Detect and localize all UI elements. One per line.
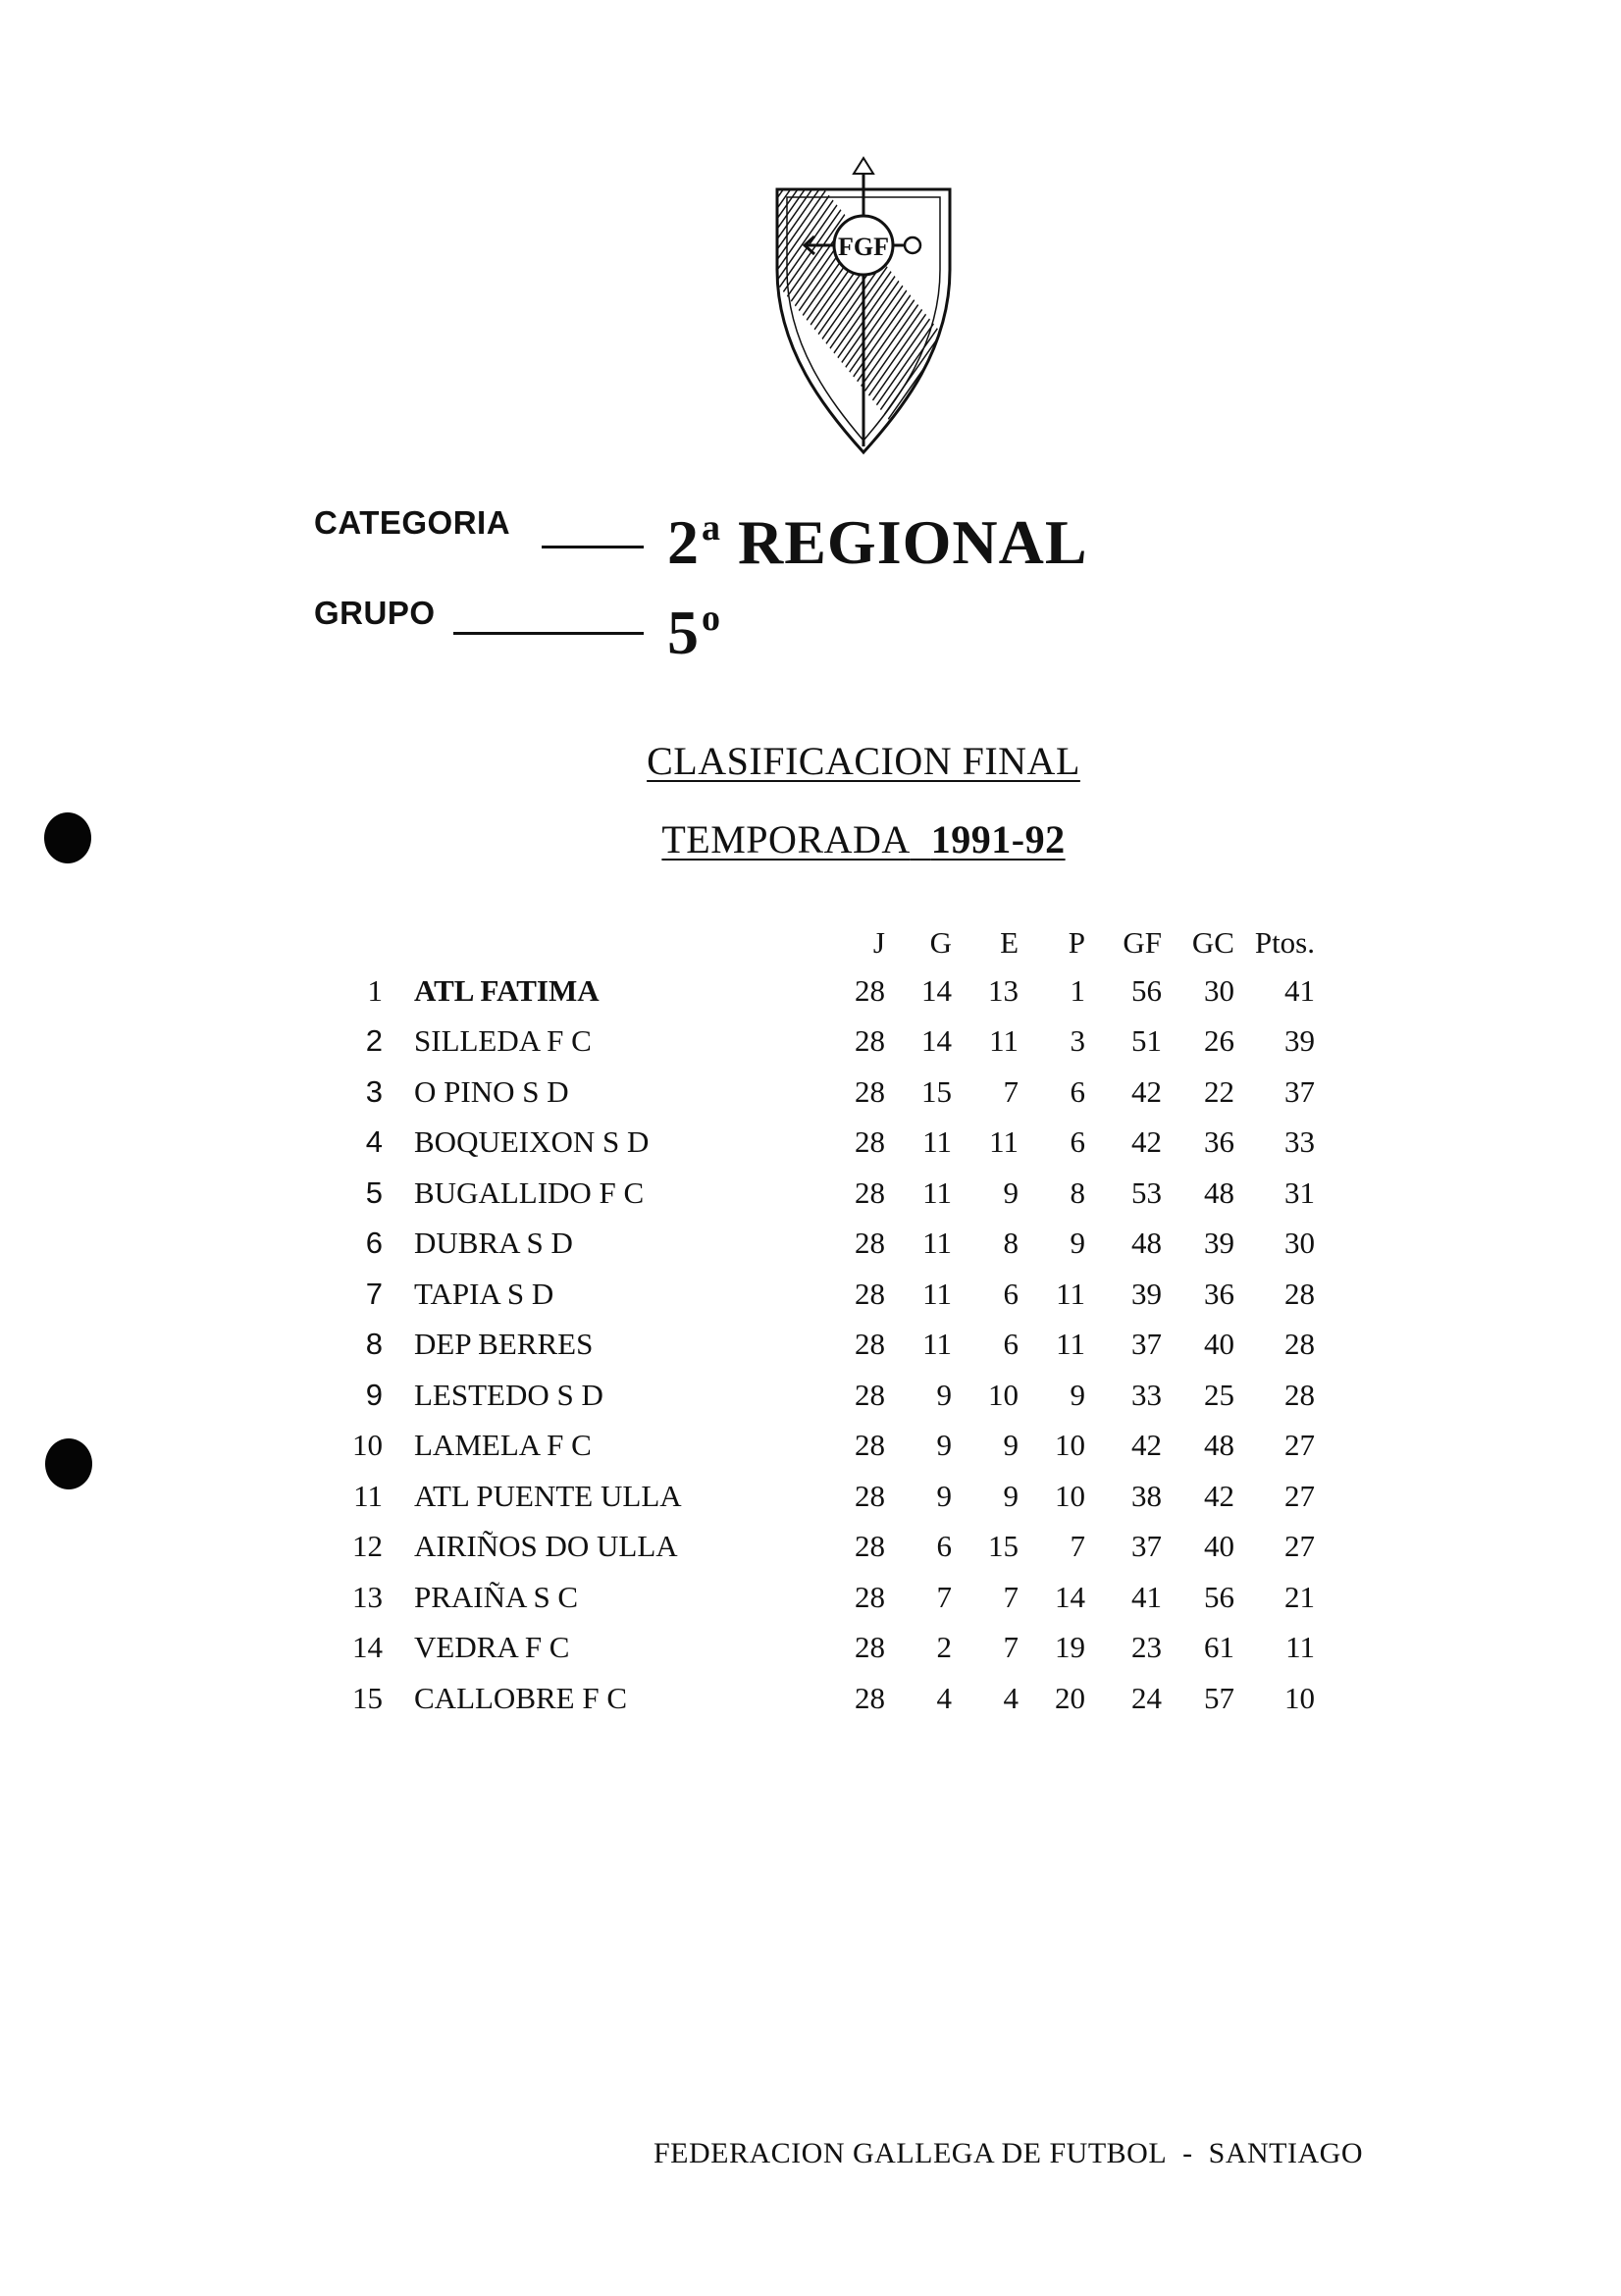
row-g: 9 [936, 1428, 952, 1463]
row-gc: 39 [1204, 1226, 1234, 1261]
row-g: 15 [921, 1073, 952, 1109]
row-p: 6 [1070, 1124, 1085, 1160]
row-j: 28 [855, 1073, 885, 1109]
row-j: 28 [855, 1478, 885, 1513]
header-gf: GF [1123, 925, 1162, 960]
table-row [334, 1168, 1315, 1219]
row-gc: 42 [1204, 1478, 1234, 1513]
row-pts: 37 [1284, 1073, 1315, 1109]
row-gc: 48 [1204, 1174, 1234, 1210]
table-row [334, 1370, 1315, 1421]
row-position: 11 [353, 1478, 383, 1513]
row-e: 7 [1003, 1579, 1019, 1614]
table-row [334, 1269, 1315, 1320]
row-team: AIRIÑOS DO ULLA [414, 1529, 678, 1564]
season-title: TEMPORADA 1991-92 [661, 817, 1066, 861]
row-p: 10 [1055, 1478, 1085, 1513]
grupo-underline [453, 632, 644, 635]
row-position: 7 [365, 1276, 383, 1311]
row-p: 9 [1070, 1226, 1085, 1261]
row-gf: 39 [1131, 1276, 1162, 1311]
row-pts: 31 [1284, 1174, 1315, 1210]
row-gc: 40 [1204, 1529, 1234, 1564]
row-team: BOQUEIXON S D [414, 1124, 650, 1160]
header-pts: Ptos. [1254, 925, 1315, 960]
row-position: 3 [365, 1073, 383, 1109]
row-gf: 33 [1131, 1377, 1162, 1412]
row-e: 7 [1003, 1630, 1019, 1665]
row-gc: 26 [1204, 1023, 1234, 1059]
row-gc: 48 [1204, 1428, 1234, 1463]
row-team: ATL PUENTE ULLA [414, 1478, 682, 1513]
table-row [334, 1320, 1315, 1371]
row-e: 6 [1003, 1327, 1019, 1362]
row-p: 7 [1070, 1529, 1085, 1564]
row-g: 4 [936, 1680, 952, 1715]
row-gf: 53 [1131, 1174, 1162, 1210]
row-gf: 42 [1131, 1428, 1162, 1463]
row-gc: 56 [1204, 1579, 1234, 1614]
row-e: 6 [1003, 1276, 1019, 1311]
row-j: 28 [855, 1377, 885, 1412]
categoria-label: CATEGORIA [314, 504, 511, 541]
row-pts: 27 [1284, 1529, 1315, 1564]
row-gf: 38 [1131, 1478, 1162, 1513]
row-e: 11 [989, 1023, 1019, 1059]
standings-table [334, 920, 1315, 1724]
svg-text:FGF: FGF [838, 233, 889, 261]
row-team: DUBRA S D [414, 1226, 573, 1261]
table-row [334, 965, 1315, 1017]
row-p: 9 [1070, 1377, 1085, 1412]
row-gf: 41 [1131, 1579, 1162, 1614]
row-gc: 25 [1204, 1377, 1234, 1412]
table-row [334, 1471, 1315, 1522]
row-e: 9 [1003, 1174, 1019, 1210]
row-gf: 37 [1131, 1327, 1162, 1362]
row-position: 13 [352, 1579, 383, 1614]
row-j: 28 [855, 1023, 885, 1059]
categoria-underline [542, 546, 644, 548]
row-j: 28 [855, 972, 885, 1008]
table-row [334, 1623, 1315, 1674]
row-j: 28 [855, 1529, 885, 1564]
row-j: 28 [855, 1428, 885, 1463]
row-pts: 28 [1284, 1377, 1315, 1412]
row-j: 28 [855, 1327, 885, 1362]
row-p: 1 [1070, 972, 1085, 1008]
row-gc: 36 [1204, 1276, 1234, 1311]
row-p: 20 [1055, 1680, 1085, 1715]
header-j: J [872, 925, 885, 960]
punch-hole [45, 1438, 92, 1489]
row-p: 6 [1070, 1073, 1085, 1109]
row-pts: 28 [1284, 1276, 1315, 1311]
row-team: LESTEDO S D [414, 1377, 603, 1412]
row-pts: 10 [1284, 1680, 1315, 1715]
row-j: 28 [855, 1124, 885, 1160]
row-j: 28 [855, 1630, 885, 1665]
row-position: 4 [365, 1124, 383, 1160]
table-header-row [334, 920, 1315, 965]
row-j: 28 [855, 1174, 885, 1210]
row-team: O PINO S D [414, 1073, 569, 1109]
row-pts: 27 [1284, 1428, 1315, 1463]
row-p: 8 [1070, 1174, 1085, 1210]
row-p: 11 [1056, 1276, 1085, 1311]
row-e: 9 [1003, 1428, 1019, 1463]
row-j: 28 [855, 1680, 885, 1715]
row-pts: 28 [1284, 1327, 1315, 1362]
row-e: 10 [988, 1377, 1019, 1412]
row-position: 5 [365, 1174, 383, 1210]
row-gc: 30 [1204, 972, 1234, 1008]
row-position: 12 [352, 1529, 383, 1564]
row-position: 10 [352, 1428, 383, 1463]
table-row [334, 1118, 1315, 1169]
row-g: 7 [936, 1579, 952, 1614]
footer: FEDERACION GALLEGA DE FUTBOL - SANTIAGO [654, 2137, 1363, 2169]
row-e: 8 [1003, 1226, 1019, 1261]
row-gc: 40 [1204, 1327, 1234, 1362]
row-team: SILLEDA F C [414, 1023, 592, 1059]
row-position: 14 [352, 1630, 383, 1665]
row-gf: 56 [1131, 972, 1162, 1008]
table-row [334, 1421, 1315, 1472]
row-g: 6 [936, 1529, 952, 1564]
header-g: G [929, 925, 952, 960]
row-gc: 61 [1204, 1630, 1234, 1665]
row-pts: 27 [1284, 1478, 1315, 1513]
table-row [334, 1673, 1315, 1724]
row-g: 14 [921, 972, 952, 1008]
row-position: 6 [365, 1226, 383, 1261]
row-team: TAPIA S D [414, 1276, 554, 1311]
row-g: 11 [922, 1327, 952, 1362]
row-gf: 23 [1131, 1630, 1162, 1665]
row-team: DEP BERRES [414, 1327, 594, 1362]
row-g: 9 [936, 1377, 952, 1412]
row-g: 9 [936, 1478, 952, 1513]
row-e: 4 [1003, 1680, 1019, 1715]
row-pts: 21 [1284, 1579, 1315, 1614]
table-row [334, 1219, 1315, 1270]
row-gf: 48 [1131, 1226, 1162, 1261]
table-row [334, 1522, 1315, 1573]
row-e: 15 [988, 1529, 1019, 1564]
row-pts: 33 [1284, 1124, 1315, 1160]
row-team: BUGALLIDO F C [414, 1174, 645, 1210]
row-e: 11 [989, 1124, 1019, 1160]
row-g: 11 [922, 1124, 952, 1160]
header-team [383, 920, 807, 965]
row-j: 28 [855, 1276, 885, 1311]
row-p: 19 [1055, 1630, 1085, 1665]
header-gc: GC [1191, 925, 1234, 960]
grupo-value: 5$^o$ [667, 598, 721, 667]
row-e: 7 [1003, 1073, 1019, 1109]
federation-crest-icon [765, 152, 962, 458]
row-gf: 24 [1131, 1680, 1162, 1715]
table-row [334, 1067, 1315, 1118]
row-g: 11 [922, 1276, 952, 1311]
row-e: 9 [1003, 1478, 1019, 1513]
row-position: 15 [352, 1680, 383, 1715]
punch-hole [44, 812, 91, 863]
row-team: PRAIÑA S C [414, 1579, 579, 1614]
row-position: 8 [365, 1327, 383, 1362]
table-row [334, 1017, 1315, 1068]
row-gf: 51 [1131, 1023, 1162, 1059]
row-p: 11 [1056, 1327, 1085, 1362]
header-p: P [1068, 925, 1085, 960]
row-pts: 39 [1284, 1023, 1315, 1059]
row-gf: 42 [1131, 1073, 1162, 1109]
row-position: 1 [367, 972, 383, 1008]
row-team: CALLOBRE F C [414, 1680, 628, 1715]
classification-title: CLASIFICACION FINAL [647, 739, 1080, 783]
table-row [334, 1572, 1315, 1623]
row-j: 28 [855, 1226, 885, 1261]
row-p: 10 [1055, 1428, 1085, 1463]
row-p: 3 [1070, 1023, 1085, 1059]
row-gc: 57 [1204, 1680, 1234, 1715]
row-g: 14 [921, 1023, 952, 1059]
categoria-value: 2$^a$ REGIONAL [667, 507, 1088, 577]
row-j: 28 [855, 1579, 885, 1614]
row-gc: 36 [1204, 1124, 1234, 1160]
row-pts: 41 [1284, 972, 1315, 1008]
header-e: E [1000, 925, 1019, 960]
row-pts: 30 [1284, 1226, 1315, 1261]
header-pos [334, 920, 383, 965]
row-gf: 42 [1131, 1124, 1162, 1160]
grupo-label: GRUPO [314, 595, 436, 631]
row-gf: 37 [1131, 1529, 1162, 1564]
row-pts: 11 [1285, 1630, 1315, 1665]
row-team: LAMELA F C [414, 1428, 592, 1463]
row-position: 2 [365, 1023, 383, 1059]
row-g: 2 [936, 1630, 952, 1665]
row-gc: 22 [1204, 1073, 1234, 1109]
row-team: ATL FATIMA [414, 972, 600, 1008]
row-p: 14 [1055, 1579, 1085, 1614]
row-team: VEDRA F C [414, 1630, 570, 1665]
row-e: 13 [988, 972, 1019, 1008]
row-g: 11 [922, 1174, 952, 1210]
row-position: 9 [365, 1377, 383, 1412]
row-g: 11 [922, 1226, 952, 1261]
